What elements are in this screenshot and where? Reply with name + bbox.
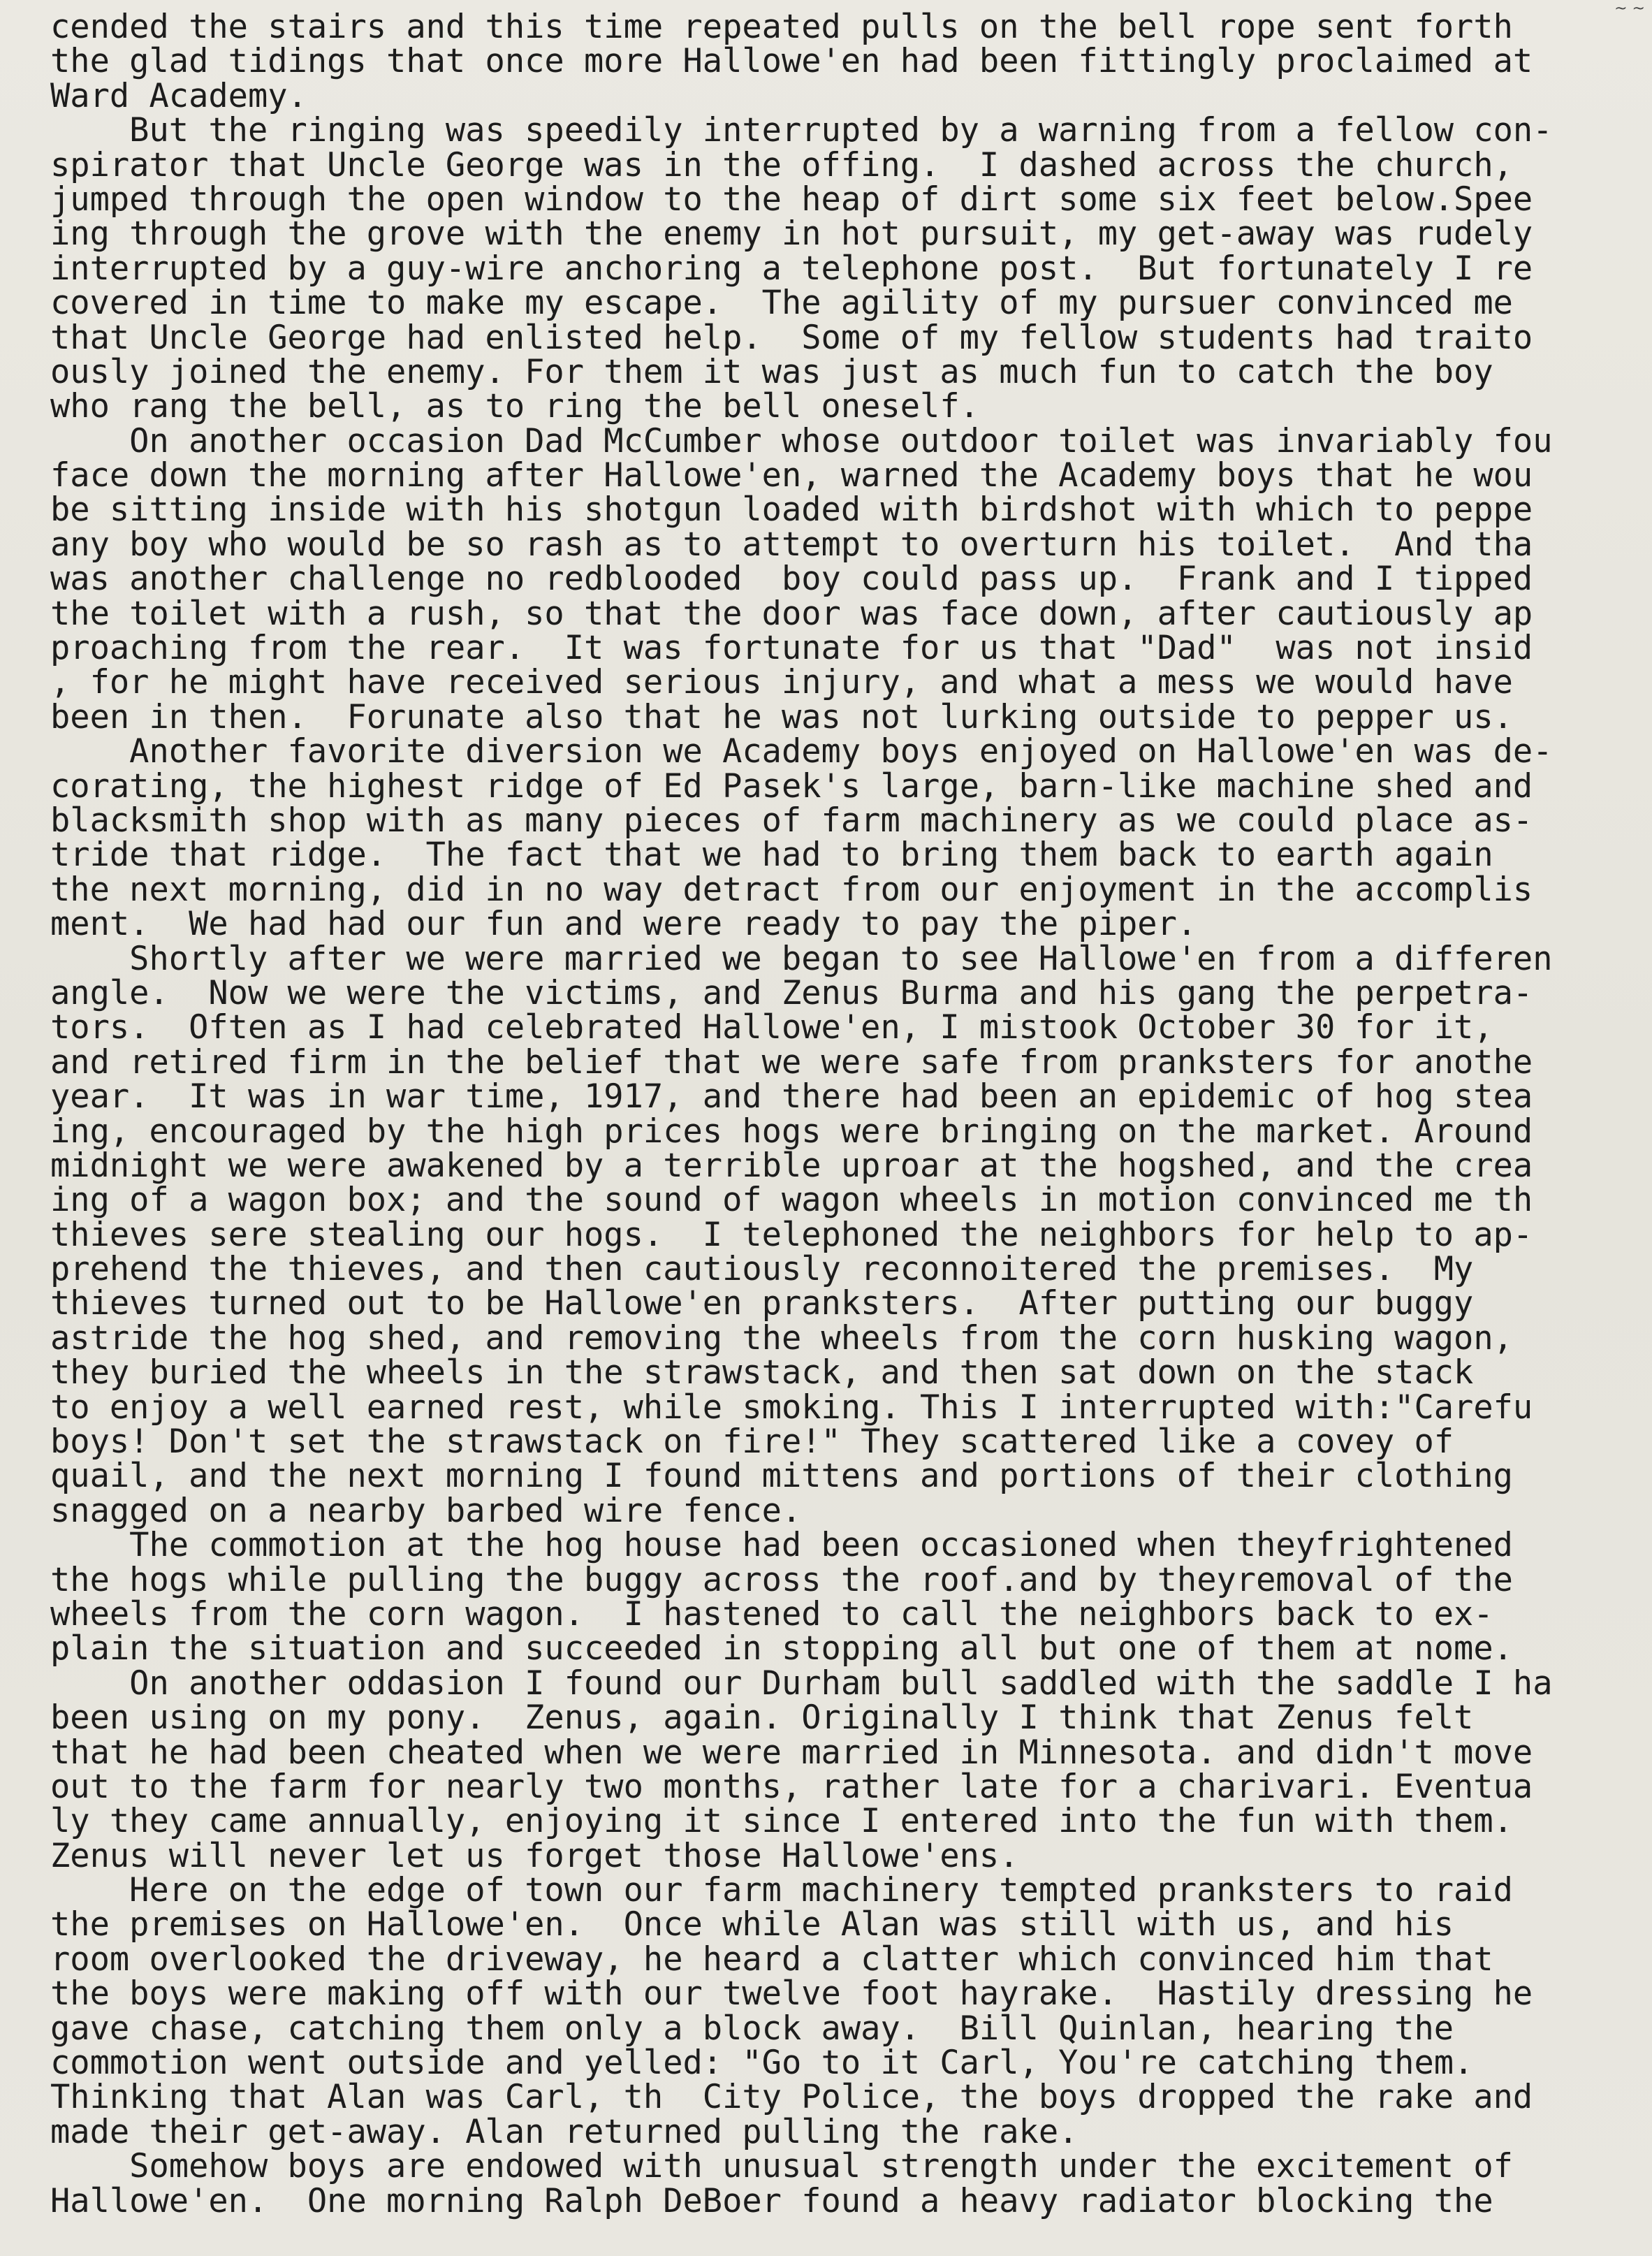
text-line: Another favorite diversion we Academy boys enjoyed on Hallowe'en was de- xyxy=(50,732,1553,771)
text-line: ment. We had had our fun and were ready to pay the piper. xyxy=(50,905,1197,944)
text-line: tride that ridge. The fact that we had to bring them back to earth again xyxy=(50,836,1493,875)
text-line: Thinking that Alan was Carl, th City Police, the boys dropped the rake and xyxy=(50,2078,1533,2117)
text-line: On another occasion Dad McCumber whose outdoor toilet was invariably fou xyxy=(50,421,1553,460)
text-line: On another oddasion I found our Durham bull saddled with the saddle I ha xyxy=(50,1664,1553,1703)
text-line: snagged on a nearby barbed wire fence. xyxy=(50,1491,802,1530)
text-line: was another challenge no redblooded boy could pass up. Frank and I tipped xyxy=(50,560,1533,599)
text-line: prehend the thieves, and then cautiously reconnoitered the premises. My xyxy=(50,1250,1474,1289)
text-line: face down the morning after Hallowe'en, warned the Academy boys that he wou xyxy=(50,456,1533,495)
text-line: midnight we were awakened by a terrible uproar at the hogshed, and the crea xyxy=(50,1146,1533,1185)
text-line: astride the hog shed, and removing the wheels from the corn husking wagon, xyxy=(50,1318,1513,1358)
text-line: cended the stairs and this time repeated pulls on the bell rope sent forth xyxy=(50,8,1513,46)
text-line: The commotion at the hog house had been occasioned when theyfrightened xyxy=(50,1526,1513,1565)
text-line: interrupted by a guy-wire anchoring a telephone post. But fortunately I re xyxy=(50,249,1533,288)
text-line: year. It was in war time, 1917, and there had been an epidemic of hog stea xyxy=(50,1077,1533,1116)
text-line: thieves turned out to be Hallowe'en pranksters. After putting our buggy xyxy=(50,1284,1474,1323)
text-line: boys! Don't set the strawstack on fire!" They scattered like a covey of xyxy=(50,1422,1454,1462)
text-line: wheels from the corn wagon. I hastened to call the neighbors back to ex- xyxy=(50,1594,1493,1633)
text-line: and retired firm in the belief that we were safe from pranksters for anothe xyxy=(50,1042,1533,1082)
text-line: spirator that Uncle George was in the offing. I dashed across the church, xyxy=(50,145,1513,184)
text-line: , for he might have received serious injury, and what a mess we would have xyxy=(50,663,1513,702)
text-line: angle. Now we were the victims, and Zenus Burma and his gang the perpetra- xyxy=(50,973,1533,1012)
text-line: corating, the highest ridge of Ed Pasek's large, barn-like machine shed and xyxy=(50,766,1533,806)
text-line: Hallowe'en. One morning Ralph DeBoer found a heavy radiator blocking the xyxy=(50,2181,1493,2220)
text-line: But the ringing was speedily interrupted by a warning from a fellow con- xyxy=(50,111,1553,150)
text-line: be sitting inside with his shotgun loaded with birdshot with which to peppe xyxy=(50,490,1533,530)
text-line: plain the situation and succeeded in stopping all but one of them at nome. xyxy=(50,1629,1513,1668)
text-line: the premises on Hallowe'en. Once while Alan was still with us, and his xyxy=(50,1905,1454,1944)
text-line: that he had been cheated when we were married in Minnesota. and didn't move xyxy=(50,1733,1533,1772)
text-line: gave chase, catching them only a block away. Bill Quinlan, hearing the xyxy=(50,2009,1454,2048)
text-line: they buried the wheels in the strawstack, and then sat down on the stack xyxy=(50,1353,1474,1392)
text-line: ing, encouraged by the high prices hogs were bringing on the market. Around xyxy=(50,1112,1533,1151)
text-line: jumped through the open window to the heap of dirt some six feet below.Spee xyxy=(50,180,1533,219)
text-line: Here on the edge of town our farm machinery tempted pranksters to raid xyxy=(50,1871,1513,1910)
text-line: the toilet with a rush, so that the door was face down, after cautiously ap xyxy=(50,594,1533,633)
text-line: Somehow boys are endowed with unusual strength under the excitement of xyxy=(50,2147,1513,2186)
text-line: to enjoy a well earned rest, while smoking. This I interrupted with:"Carefu xyxy=(50,1388,1533,1427)
text-line: been using on my pony. Zenus, again. Originally I think that Zenus felt xyxy=(50,1698,1474,1738)
text-line: made their get-away. Alan returned pulling the rake. xyxy=(50,2112,1079,2151)
text-line: ly they came annually, enjoying it since I entered into the fun with them. xyxy=(50,1802,1513,1841)
text-line: out to the farm for nearly two months, rather late for a charivari. Eventua xyxy=(50,1767,1533,1806)
text-line: proaching from the rear. It was fortunate for us that "Dad" was not insid xyxy=(50,629,1533,668)
body-text xyxy=(50,10,1650,2218)
text-line: that Uncle George had enlisted help. Some of my fellow students had traito xyxy=(50,318,1533,357)
text-line: any boy who would be so rash as to attempt to overturn his toilet. And tha xyxy=(50,525,1533,564)
text-line: ously joined the enemy. For them it was just as much fun to catch the boy xyxy=(50,352,1493,391)
page-corner-mark: ~ ~ xyxy=(1614,0,1645,17)
text-line: Zenus will never let us forget those Hallowe'ens. xyxy=(50,1836,1019,1875)
text-line: the hogs while pulling the buggy across the roof.and by theyremoval of the xyxy=(50,1560,1513,1599)
text-line: room overlooked the driveway, he heard a clatter which convinced him that xyxy=(50,1940,1493,1979)
text-line: ing through the grove with the enemy in hot pursuit, my get-away was rudely xyxy=(50,214,1533,254)
text-line: Ward Academy. xyxy=(50,76,307,115)
text-line: quail, and the next morning I found mittens and portions of their clothing xyxy=(50,1457,1513,1496)
text-line: commotion went outside and yelled: "Go to it Carl, You're catching them. xyxy=(50,2044,1474,2083)
text-line: Shortly after we were married we began to see Hallowe'en from a differen xyxy=(50,939,1553,978)
text-line: the next morning, did in no way detract from our enjoyment in the accomplis xyxy=(50,870,1533,909)
text-line: ing of a wagon box; and the sound of wagon wheels in motion convinced me th xyxy=(50,1181,1533,1220)
text-line: covered in time to make my escape. The agility of my pursuer convinced me xyxy=(50,284,1513,323)
text-line: blacksmith shop with as many pieces of farm machinery as we could place as- xyxy=(50,801,1533,840)
text-line: thieves sere stealing our hogs. I telephoned the neighbors for help to ap- xyxy=(50,1215,1533,1254)
text-line: been in then. Forunate also that he was not lurking outside to pepper us. xyxy=(50,697,1513,736)
text-line: the boys were making off with our twelve foot hayrake. Hastily dressing he xyxy=(50,1974,1533,2014)
text-line: who rang the bell, as to ring the bell oneself. xyxy=(50,387,979,426)
text-line: the glad tidings that once more Hallowe'en had been fittingly proclaimed at xyxy=(50,42,1533,81)
text-line: tors. Often as I had celebrated Hallowe'en, I mistook October 30 for it, xyxy=(50,1008,1493,1047)
